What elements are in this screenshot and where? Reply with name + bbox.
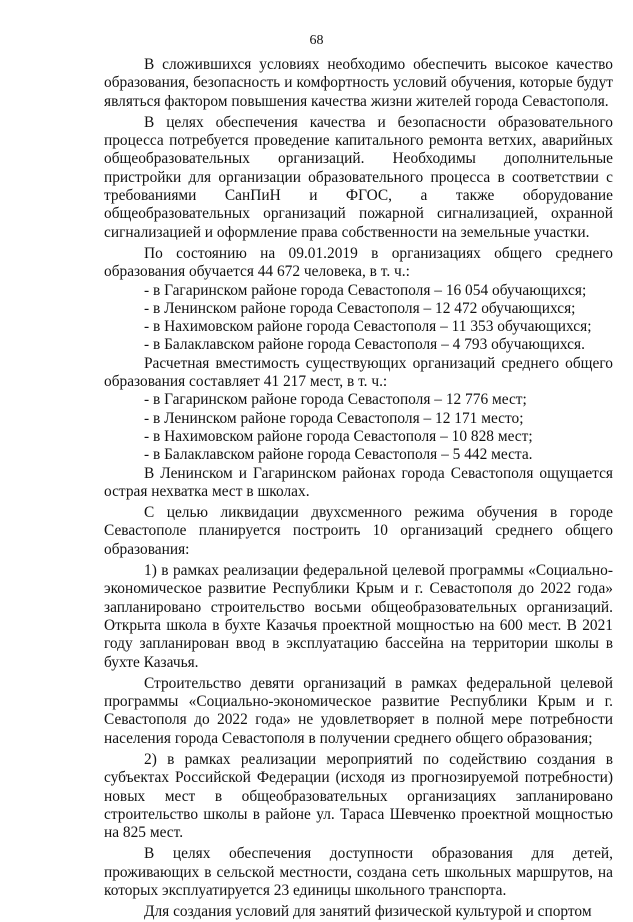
paragraph: Расчетная вместимость существующих организаций среднего общего образования составляет 41 217 мест, в т. ч.:: [104, 354, 613, 391]
paragraph: 1) в рамках реализации федеральной целевой программы «Социально-экономическое развитие Республики Крым и г. Севастополя до 2022 года» запланировано строительство восьми общеобразовательных организаций. Открыта школа в бухте Казачья проектной мощностью на 600 мест. В 2021 году запланирован ввод в эксплуатацию бассейна на территории школы в бухте Казачья.: [104, 562, 613, 671]
list-item: - в Балаклавском районе города Севастополя – 5 442 места.: [144, 446, 533, 464]
list-item: - в Ленинском районе города Севастополя – 12 171 место;: [144, 409, 524, 427]
page-number: 68: [309, 33, 324, 48]
document-body: [104, 56, 613, 922]
paragraph: В целях обеспечения качества и безопасности образовательного процесса потребуется проведение капитального ремонта ветхих, аварийных общеобразовательных организаций. Необходимы дополнительные пристройки для организации образовательного процесса в соответствии с требованиями СанПиН и ФГОС, а также оборудование общеобразовательных организаций пожарной сигнализацией, охранной сигнализацией и оформление права собственности на земельные участки.: [104, 113, 613, 241]
paragraph: 2) в рамках реализации мероприятий по содействию создания в субъектах Российской Федерации (исходя из прогнозируемой потребности) новых мест в общеобразовательных организациях запланировано строительство школы в районе ул. Тараса Шевченко проектной мощностью на 825 мест.: [104, 750, 613, 842]
paragraph: В целях обеспечения доступности образования для детей, проживающих в сельской местности, создана сеть школьных маршрутов, на которых эксплуатируется 23 единицы школьного транспорта.: [104, 845, 613, 900]
list-item: - в Нахимовском районе города Севастополя – 11 353 обучающихся;: [144, 318, 592, 336]
paragraph: Строительство девяти организаций в рамках федеральной целевой программы «Социально-экономическое развитие Республики Крым и г. Севастополя до 2022 года» не удовлетворяет в полной мере потребности населения города Севастополя в получении среднего общего образования;: [104, 674, 613, 747]
list-item: - в Ленинском районе города Севастополя – 12 472 обучающихся;: [144, 299, 576, 317]
paragraph: В сложившихся условиях необходимо обеспечить высокое качество образования, безопасность и комфортность условий обучения, которые будут являться фактором повышения качества жизни жителей города Севастополя.: [104, 56, 613, 110]
paragraph: С целью ликвидации двухсменного режима обучения в городе Севастополе планируется построить 10 организаций среднего общего образования:: [104, 504, 613, 558]
list-item: - в Балаклавском районе города Севастополя – 4 793 обучающихся.: [144, 336, 585, 354]
list-item: - в Нахимовском районе города Севастополя – 10 828 мест;: [144, 427, 533, 445]
list-item: - в Гагаринском районе города Севастополя – 12 776 мест;: [144, 391, 527, 409]
paragraph: Для создания условий для занятий физической культурой и спортом: [144, 903, 592, 921]
paragraph: По состоянию на 09.01.2019 в организациях общего среднего образования обучается 44 672 человека, в т. ч.:: [104, 244, 613, 281]
list-item: - в Гагаринском районе города Севастополя – 16 054 обучающихся;: [144, 281, 587, 299]
paragraph: В Ленинском и Гагаринском районах города Севастополя ощущается острая нехватка мест в школах.: [104, 464, 613, 500]
